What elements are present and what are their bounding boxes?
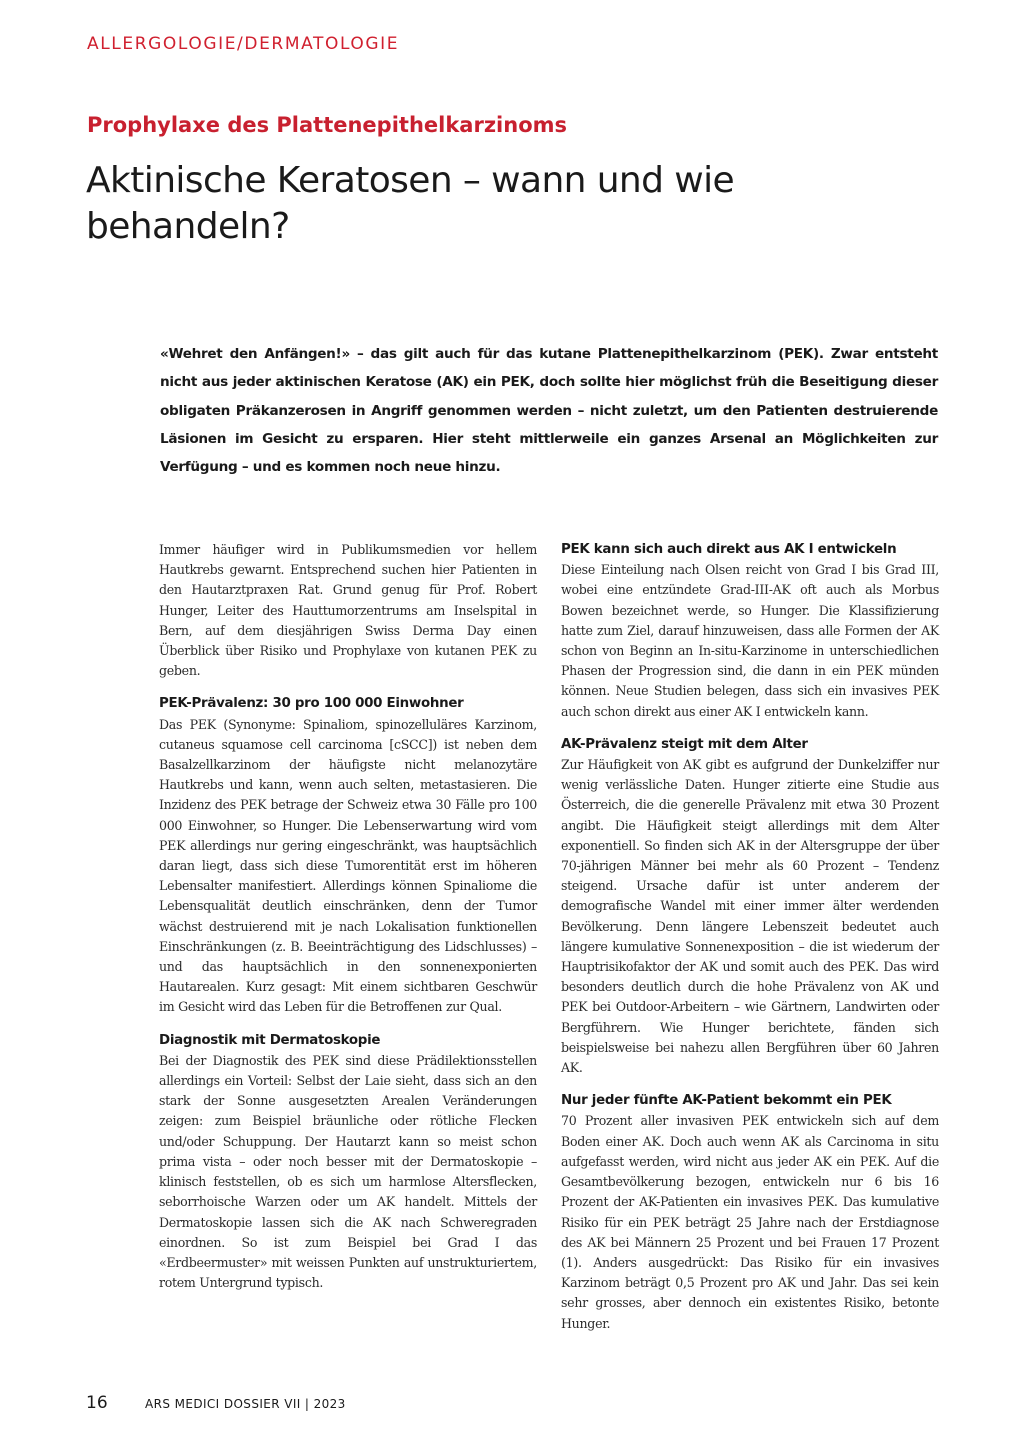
section-heading: PEK-Prävalenz: 30 pro 100 000 Einwohner <box>159 696 464 712</box>
article-kicker: Prophylaxe des Plattenepithelkarzinoms <box>87 113 568 137</box>
section-heading: PEK kann sich auch direkt aus AK I entwickeln <box>561 542 897 557</box>
article-title: Aktinische Keratosen – wann und wie behandeln? <box>86 160 735 247</box>
section-paragraph: 70 Prozent aller invasiven PEK entwickeln sich auf dem Boden einer AK. Doch auch wenn AK als Carcinoma in situ aufgefasst werden, wird nicht aus jeder AK ein PEK. Auf die Gesamtbevölkerung bezogen, entwickeln nur 6 bis 16 Prozent der AK-Patienten ein invasives PEK. Das kumulative Risiko für ein PEK beträgt 25 Jahre nach der Erstdiagnose des AK bei Männern 25 Prozent und bei Frauen 17 Prozent (1). Anders ausgedrückt: Das Risiko für ein invasives Karzinom beträgt 0,5 Prozent pro AK und Jahr. Das sei kein sehr grosses, aber dennoch ein existentes Risiko, betonte Hunger. <box>561 1113 939 1331</box>
body-column-left <box>159 540 537 1293</box>
body-column-right <box>561 540 939 1334</box>
journal-footer: ARS MEDICI DOSSIER VII | 2023 <box>145 1397 346 1411</box>
section-heading: Nur jeder fünfte AK-Patient bekommt ein PEK <box>561 1093 892 1109</box>
intro-paragraph: Immer häufiger wird in Publikumsmedien vor hellem Hautkrebs gewarnt. Entsprechend suchen hier Patienten in den Hautarztpraxen Rat. Grund genug für Prof. Robert Hunger, Leiter des Hauttumorzentrums am Inselspital in Bern, auf dem diesjährigen Swiss Derma Day einen Überblick über Risiko und Prophylaxe von kutanen PEK zu geben. <box>159 542 537 679</box>
lead-paragraph: «Wehret den Anfängen!» – das gilt auch für das kutane Plattenepithelkarzinom (PEK). Zwar entsteht nicht aus jeder aktinischen Keratose (AK) ein PEK, doch sollte hier möglichst früh die Beseitigung dieser obligaten Präkanzerosen in Angriff genommen werden – nicht zuletzt, um den Patienten destruierende Läsionen im Gesicht zu ersparen. Hier steht mittlerweile ein ganzes Arsenal an Möglichkeiten zur Verfügung – und es kommen noch neue hinzu. <box>160 346 938 476</box>
section-heading: Diagnostik mit Dermatoskopie <box>159 1032 381 1048</box>
section-paragraph: Das PEK (Synonyme: Spinaliom, spinozelluläres Karzinom, cutaneus squamose cell carcinoma [cSCC]) ist neben dem Basalzellkarzinom der häufigste nicht melanozytäre Hautkrebs und kann, wenn auch selten, metastasieren. Die Inzidenz des PEK betrage der Schweiz etwa 30 Fälle pro 100 000 Einwohner, so Hunger. Die Lebenserwartung wird vom PEK allerdings nur gering eingeschränkt, was hauptsächlich daran liegt, dass sich diese Tumorentität erst im höheren Lebensalter manifestiert. Allerdings können Spinaliome die Lebensqualität deutlich einschränken, denn der Tumor wächst destruierend mit je nach Lokalisation funktionellen Einschränkungen (z. B. Beeinträchtigung des Lidschlusses) – und das hauptsächlich in den sonnenexponierten Hautarealen. Kurz gesagt: Mit einem sichtbaren Geschwür im Gesicht wird das Leben für die Betroffenen zur Qual. <box>159 716 537 1015</box>
section-paragraph: Bei der Diagnostik des PEK sind diese Prädilektionsstellen allerdings ein Vorteil: Selbst der Laie sieht, dass sich an den stark der Sonne ausgesetzten Arealen Veränderungen zeigen: zum Beispiel bräunliche oder rötliche Flecken und/oder Schuppung. Der Hautarzt kann so meist schon prima vista – oder noch besser mit der Dermatoskopie – klinisch feststellen, ob es sich um harmlose Altersflecken, seborrhoische Warzen oder um AK handelt. Mittels der Dermatoskopie lassen sich die AK nach Schweregraden einordnen. So ist zum Beispiel bei Grad I das «Erdbeermuster» mit weissen Punkten auf unstrukturiertem, rotem Untergrund typisch. <box>159 1052 537 1291</box>
section-paragraph: Zur Häufigkeit von AK gibt es aufgrund der Dunkelziffer nur wenig verlässliche Daten. Hunger zitierte eine Studie aus Österreich, die die generelle Prävalenz mit etwa 30 Prozent angibt. Die Häufigkeit steigt allerdings mit dem Alter exponentiell. So finden sich AK in der Altersgruppe der über 70-jährigen Männer bei mehr als 60 Prozent – Tendenz steigend. Ursache dafür ist unter anderem der demografische Wandel mit einer immer älter werdenden Bevölkerung. Denn längere Lebenszeit bedeutet auch längere kumulative Sonnenexposition – die ist wiederum der Hauptrisikofaktor der AK und somit auch des PEK. Das wird besonders deutlich durch die hohe Prävalenz von AK und PEK bei Outdoor-Arbeitern – wie Gärtnern, Landwirten oder Bergführern. Wie Hunger berichtete, fänden sich beispielsweise bei nahezu allen Bergführen über 60 Jahren AK. <box>561 757 939 1076</box>
section-paragraph: Diese Einteilung nach Olsen reicht von Grad I bis Grad III, wobei eine entzündete Grad-III-AK oft auch als Morbus Bowen bezeichnet werde, so Hunger. Die Klassifizierung hatte zum Ziel, darauf hinzuweisen, dass alle Formen der AK schon von Beginn an In-situ-Karzinome in unterschiedlichen Phasen der Progression sind, die dann in ein PEK münden können. Neue Studien belegen, dass sich ein invasives PEK auch schon direkt aus einer AK I entwickeln kann. <box>561 562 939 719</box>
section-rubric: ALLERGOLOGIE/DERMATOLOGIE <box>87 34 400 54</box>
page-number: 16 <box>86 1393 108 1413</box>
section-heading: AK-Prävalenz steigt mit dem Alter <box>561 736 808 752</box>
